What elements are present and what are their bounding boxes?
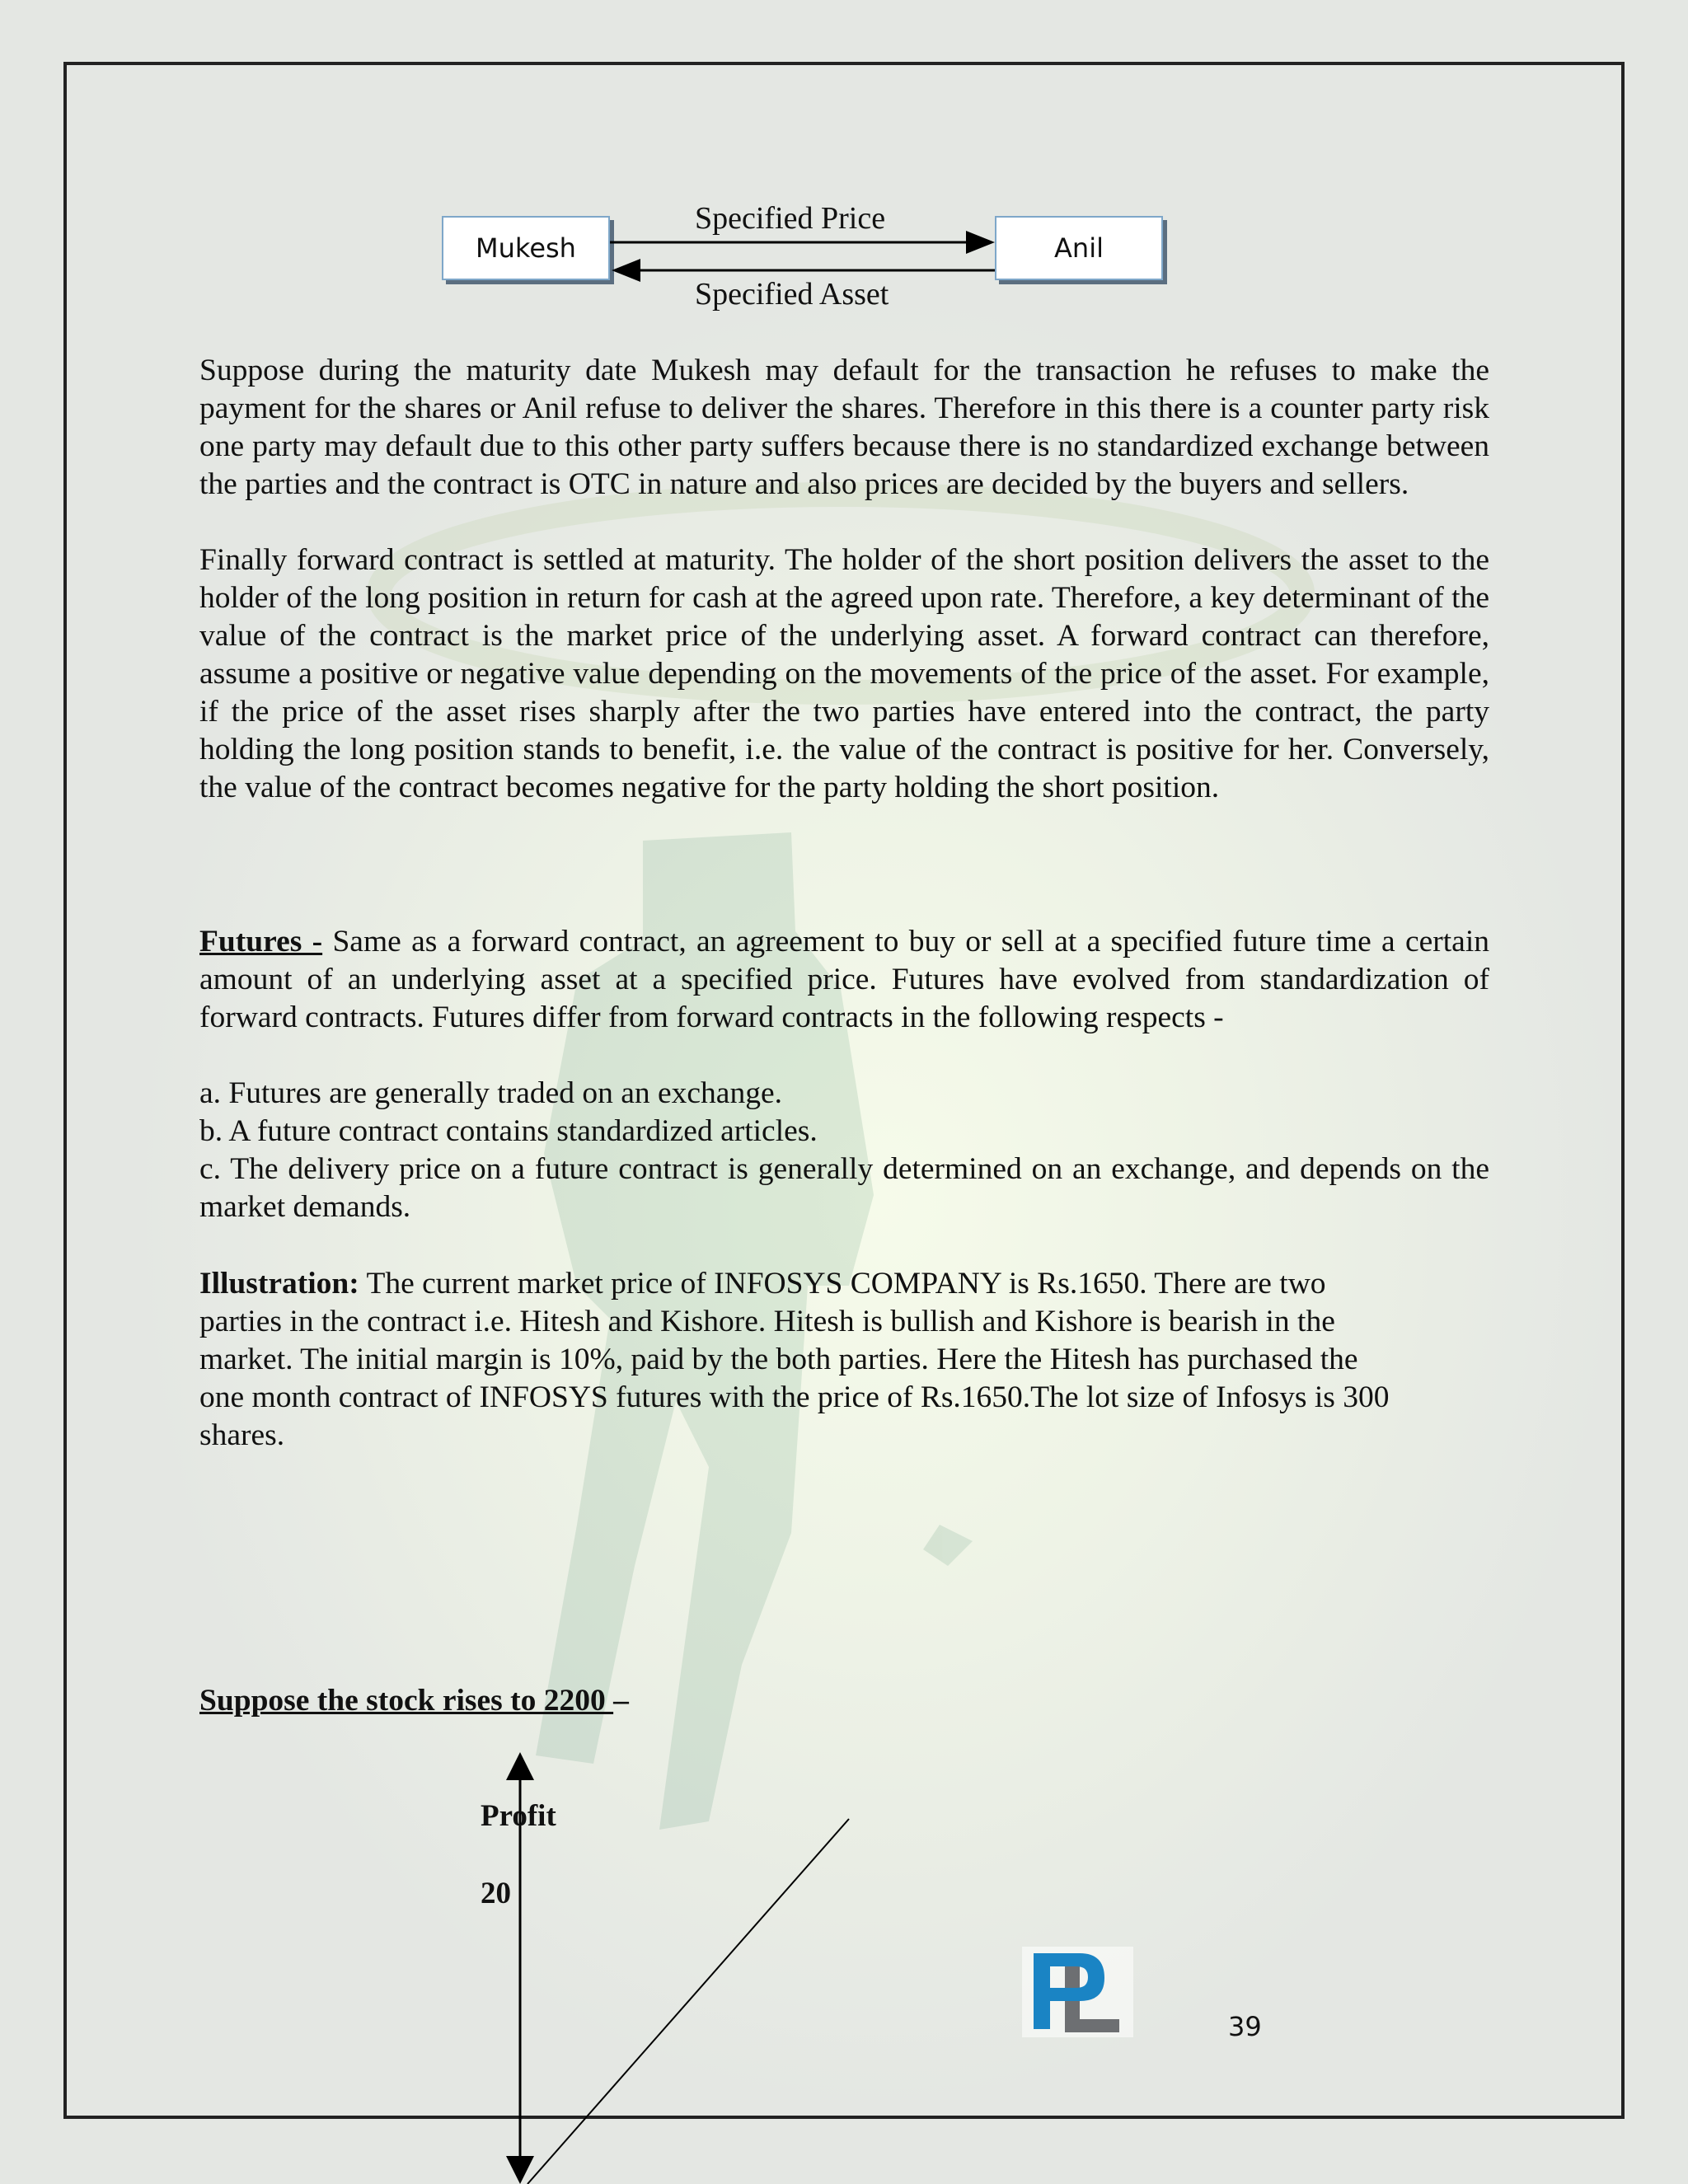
futures-point-b: b. A future contract contains standardized articles. [199,1114,818,1148]
scenario-dash: – [613,1684,629,1718]
settlement-paragraph: Finally forward contract is settled at maturity. The holder of the short position delivers the asset to the holder of the long position in return for cash at the agreed upon rate. Therefore, a key determinant of the value of the contract is the market price of the underlying asset. A forward contract can therefore, assume a positive or negative value depending on the movements of the price of the asset. For example, if the price of the asset rises sharply after the two parties have entered into the contract, the party holding the long position stands to benefit, i.e. the value of the contract is positive for her. Conversely, the value of the contract becomes negative for the party holding the short position. [199,543,1489,804]
axis-arrow-up [506,1752,534,1780]
illustration-line-1 [199,1265,1326,1303]
default-risk-paragraph: Suppose during the maturity date Mukesh may default for the transaction he refuses to make the payment for the shares or Anil refuse to deliver the shares. Therefore in this there is a counter party risk one party may default due to this other party suffers because there is no standardized exchange between the parties and the contract is OTC in nature and also prices are decided by the buyers and sellers. [199,354,1489,501]
profit-label: Profit [481,1799,556,1833]
payoff-chart [0,1739,1688,2184]
asset-arrowhead [612,259,640,282]
axis-arrow-down [506,2156,534,2184]
illustration-line-2: parties in the contract i.e. Hitesh and Kishore. Hitesh is bullish and Kishore is bearish in the [199,1305,1335,1338]
tick-label-20: 20 [481,1877,511,1910]
futures-body: Same as a forward contract, an agreement to buy or sell at a specified future time a certain amount of an underlying asset at a specified price. Futures have evolved from standardization of forward contracts. Futures differ from forward contracts in the following respects - [199,925,1489,1034]
scenario-heading [199,1682,629,1720]
illustration-line-5: shares. [199,1418,285,1452]
anil-box: Anil [995,216,1163,280]
specified-asset-label: Specified Asset [695,277,889,312]
mukesh-box: Mukesh [442,216,610,280]
futures-point-a: a. Futures are generally traded on an exchange. [199,1076,782,1110]
illustration-text-1: The current market price of INFOSYS COMPANY is Rs.1650. There are two [359,1267,1326,1301]
company-logo [1022,1947,1133,2037]
futures-point-c: c. The delivery price on a future contract is generally determined on an exchange, and depends on the market demands. [199,1152,1489,1224]
scenario-heading-text: Suppose the stock rises to 2200 [199,1684,614,1718]
illustration-line-3: market. The initial margin is 10%, paid by the both parties. Here the Hitesh has purchased the [199,1343,1358,1376]
futures-heading: Futures - [199,925,323,958]
illustration-line-4: one month contract of INFOSYS futures with the price of Rs.1650.The lot size of Infosys is 300 [199,1380,1390,1414]
flow-arrows [610,224,997,290]
specified-price-label: Specified Price [695,201,886,236]
price-arrowhead [966,231,995,254]
page-number: 39 [1228,2011,1262,2042]
illustration-label: Illustration: [199,1267,359,1301]
futures-paragraph [199,923,1489,1037]
payoff-line [528,1819,849,2184]
